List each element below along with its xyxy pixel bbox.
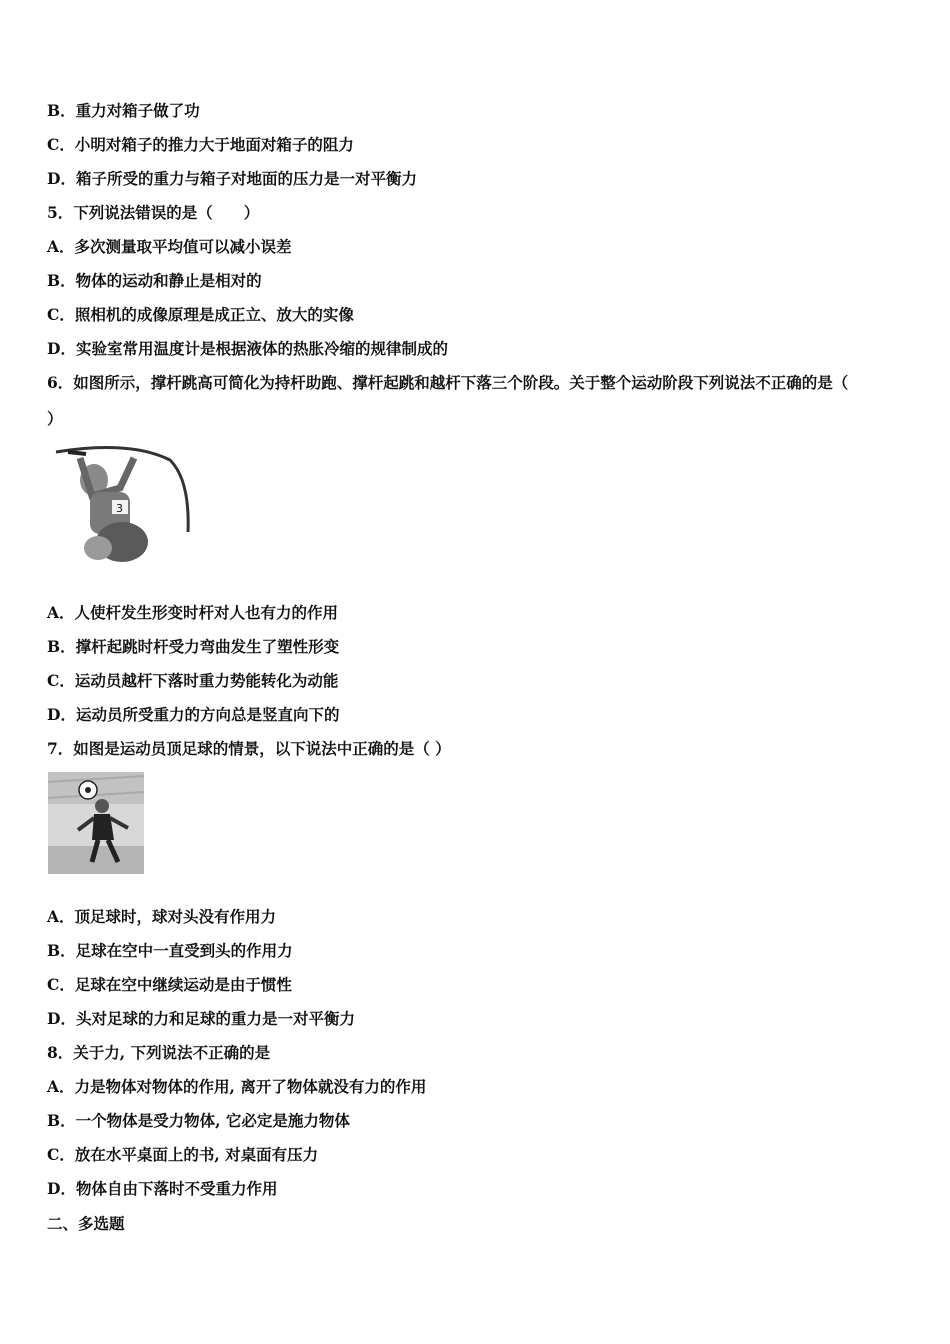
q6-stem-end: ） (47, 409, 63, 428)
q6-stem: 6．如图所示，撑杆跳高可简化为持杆助跑、撑杆起跳和越杆下落三个阶段。关于整个运动阶段下列说法不正确的是（ (47, 373, 849, 392)
q8-stem: 8．关于力, 下列说法不正确的是 (47, 1043, 271, 1062)
q5-stem: 5．下列说法错误的是（ ） (47, 203, 260, 222)
q5-option-a: A．多次测量取平均值可以减小误差 (47, 237, 292, 256)
q4-option-c: C．小明对箱子的推力大于地面对箱子的阻力 (47, 135, 354, 154)
q6-option-a: A．人使杆发生形变时杆对人也有力的作用 (47, 603, 339, 622)
q7-option-d: D．头对足球的力和足球的重力是一对平衡力 (47, 1009, 355, 1028)
q6-option-c: C．运动员越杆下落时重力势能转化为动能 (47, 671, 339, 690)
q5-option-b: B．物体的运动和静止是相对的 (47, 271, 262, 290)
q7-option-b: B．足球在空中一直受到头的作用力 (47, 941, 293, 960)
q7-option-a: A．顶足球时，球对头没有作用力 (47, 907, 277, 926)
q8-option-b: B．一个物体是受力物体, 它必定是施力物体 (47, 1111, 350, 1130)
q7-option-c: C．足球在空中继续运动是由于惯性 (47, 975, 292, 994)
svg-text:3: 3 (116, 502, 123, 515)
q5-option-c: C．照相机的成像原理是成正立、放大的实像 (47, 305, 354, 324)
pole-vault-figure (50, 440, 200, 570)
q8-option-a: A．力是物体对物体的作用, 离开了物体就没有力的作用 (47, 1077, 427, 1096)
q8-option-c: C．放在水平桌面上的书, 对桌面有压力 (47, 1145, 319, 1164)
q7-stem: 7．如图是运动员顶足球的情景，以下说法中正确的是（ ） (47, 739, 451, 758)
q5-option-d: D．实验室常用温度计是根据液体的热胀冷缩的规律制成的 (47, 339, 448, 358)
q4-option-d: D．箱子所受的重力与箱子对地面的压力是一对平衡力 (47, 169, 417, 188)
q4-option-b: B．重力对箱子做了功 (47, 101, 200, 120)
q6-option-b: B．撑杆起跳时杆受力弯曲发生了塑性形变 (47, 637, 340, 656)
section-heading-multiple-choice: 二、多选题 (47, 1214, 125, 1233)
q6-option-d: D．运动员所受重力的方向总是竖直向下的 (47, 705, 340, 724)
header-soccer-figure (48, 772, 144, 874)
q8-option-d: D．物体自由下落时不受重力作用 (47, 1179, 278, 1198)
